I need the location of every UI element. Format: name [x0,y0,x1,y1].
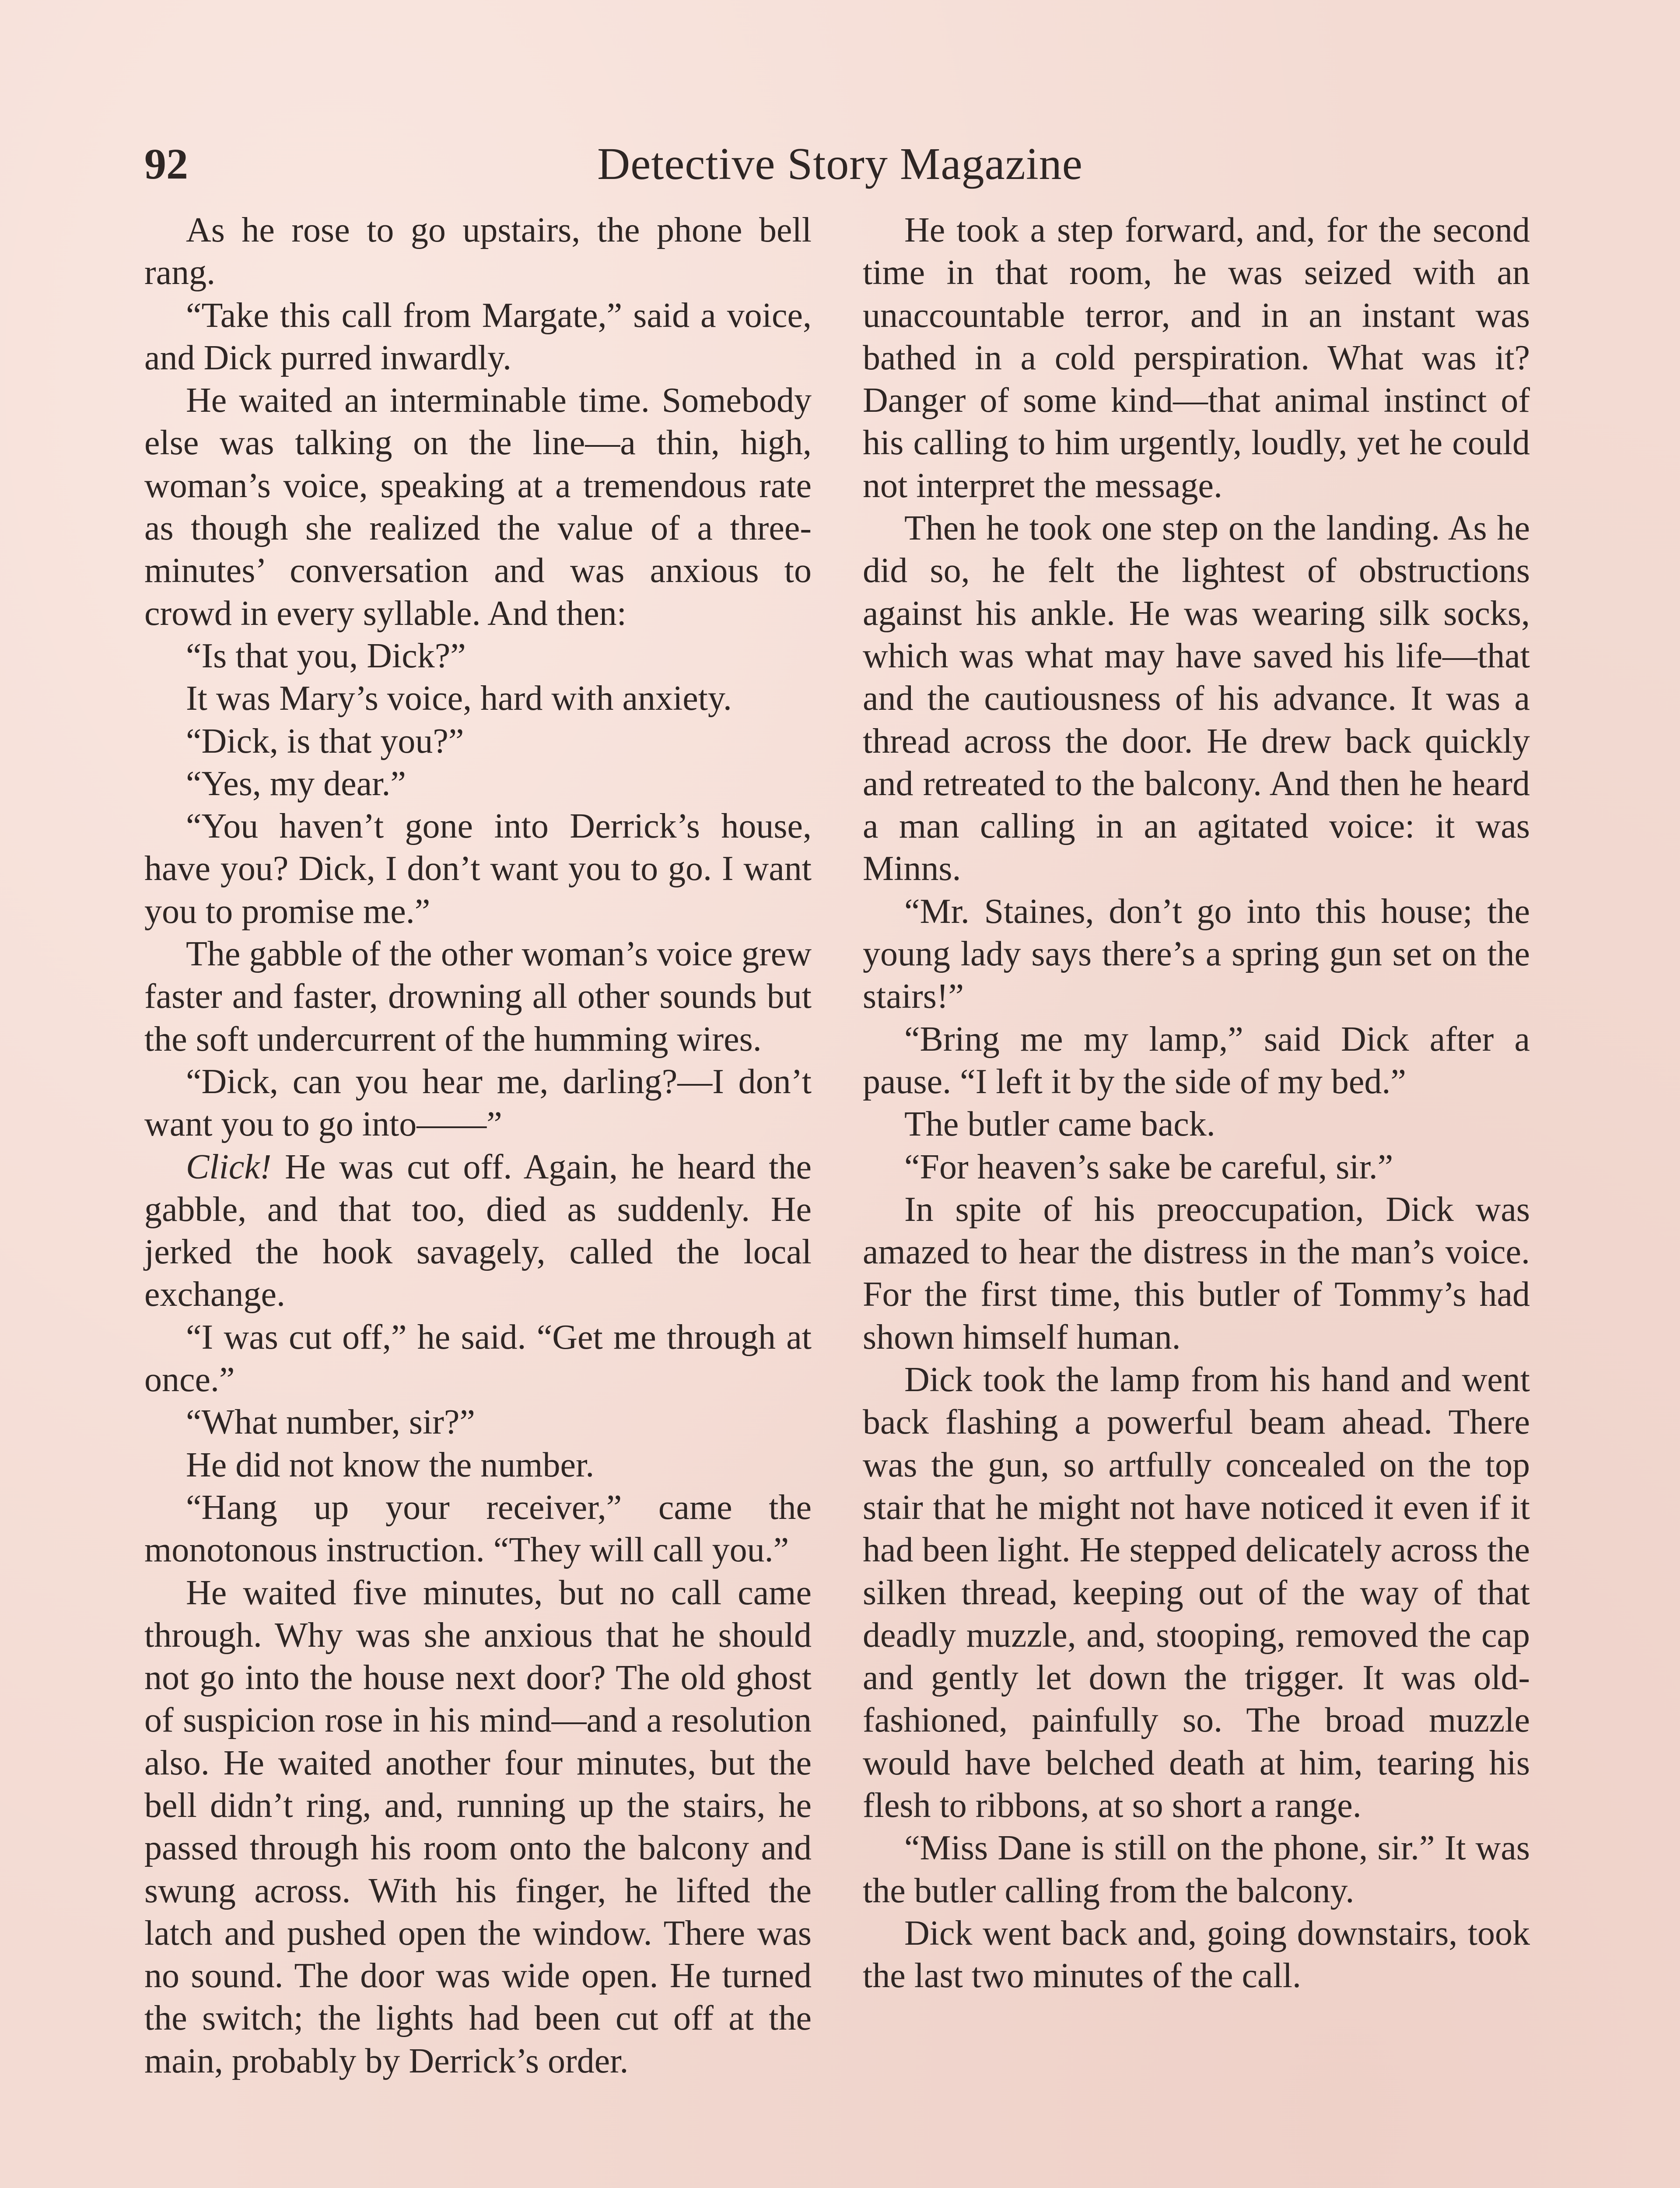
magazine-title: Detective Story Magazine [597,139,1083,189]
paragraph: “For heaven’s sake be careful, sir.” [904,1147,1393,1186]
paragraph: He waited an interminable time. Somebody else was talking on the line—a thin, high, woman’s voice, speaking at a tremendous rate as though she realized the value of a three-minutes’ conversation and was anxious to crowd in every syllable. And then: [144,381,812,633]
paragraph: “Is that you, Dick?” [186,636,466,675]
paragraph-text: He was cut off. Again, he heard the gabble, and that too, died as suddenly. He jerked the hook savagely, called the local exchange. [144,1147,812,1314]
paragraph: He waited five minutes, but no call came through. Why was she anxious that he should not go into the house next door? The old ghost of suspicion rose in his mind—and a resolution also. He waited another four minutes, but the bell didn’t ring, and, running up the stairs, he passed through his room onto the balcony and swung across. With his finger, he lifted the latch and pushed open the window. There was no sound. The door was wide open. He turned the switch; the lights had been cut off at the main, probably by Derrick’s order. [144,1573,812,2080]
paragraph-click [144,1146,812,1316]
click-word: Click! [186,1147,272,1186]
paragraph: “I was cut off,” he said. “Get me through at once.” [144,1318,812,1399]
paragraph: Dick went back and, going downstairs, took the last two minutes of the call. [863,1914,1530,1995]
page-number: 92 [144,140,188,188]
paragraph: “What number, sir?” [186,1403,475,1442]
paragraph: The butler came back. [904,1105,1215,1144]
paragraph: Dick took the lamp from his hand and went back flashing a powerful beam ahead. There was the gun, so artfully concealed on the top stair that he might not have noticed it even if it had been light. He stepped delicately across the silken thread, keeping out of the way of that deadly muzzle, and, stooping, removed the cap and gently let down the trigger. It was old-fashioned, painfully so. The broad muzzle would have belched death at him, tearing his flesh to ribbons, at so short a range. [863,1360,1530,1825]
paragraph: “Hang up your receiver,” came the monotonous instruction. “They will call you.” [144,1488,812,1570]
paragraph: “You haven’t gone into Derrick’s house, have you? Dick, I don’t want you to go. I want you to promise me.” [144,807,812,931]
paragraph: “Miss Dane is still on the phone, sir.” It was the butler calling from the balcony. [863,1829,1530,1910]
paragraph: “Yes, my dear.” [186,764,406,803]
page-header [144,131,1536,197]
left-text-column [144,209,812,2083]
paragraph: In spite of his preoccupation, Dick was amazed to hear the distress in the man’s voice. For the first time, this butler of Tommy’s had shown himself human. [863,1190,1530,1357]
paragraph: Then he took one step on the landing. As he did so, he felt the lightest of obstructions against his ankle. He was wearing silk socks, which was what may have saved his life—that and the cautiousness of his advance. It was a thread across the door. He drew back quickly and retreated to the balcony. And then he heard a man calling in an agitated voice: it was Minns. [863,509,1530,888]
paragraph: As he rose to go upstairs, the phone bell rang. [144,211,812,292]
paragraph: “Take this call from Margate,” said a voice, and Dick purred inwardly. [144,296,812,377]
paragraph: He did not know the number. [186,1445,595,1484]
paragraph: “Dick, is that you?” [186,722,464,761]
right-text-column [863,209,1530,1997]
paragraph: The gabble of the other woman’s voice grew faster and faster, drowning all other sounds but the soft undercurrent of the humming wires. [144,935,812,1059]
paragraph: He took a step forward, and, for the second time in that room, he was seized with an unaccountable terror, and in an instant was bathed in a cold perspiration. What was it? Danger of some kind—that animal instinct of his calling to him urgently, loudly, yet he could not interpret the message. [863,211,1530,505]
paragraph: It was Mary’s voice, hard with anxiety. [186,679,732,718]
paragraph: “Dick, can you hear me, darling?—I don’t want you to go into——” [144,1062,812,1144]
paragraph: “Mr. Staines, don’t go into this house; the young lady says there’s a spring gun set on the stairs!” [863,892,1530,1016]
paragraph: “Bring me my lamp,” said Dick after a pause. “I left it by the side of my bed.” [863,1020,1530,1101]
